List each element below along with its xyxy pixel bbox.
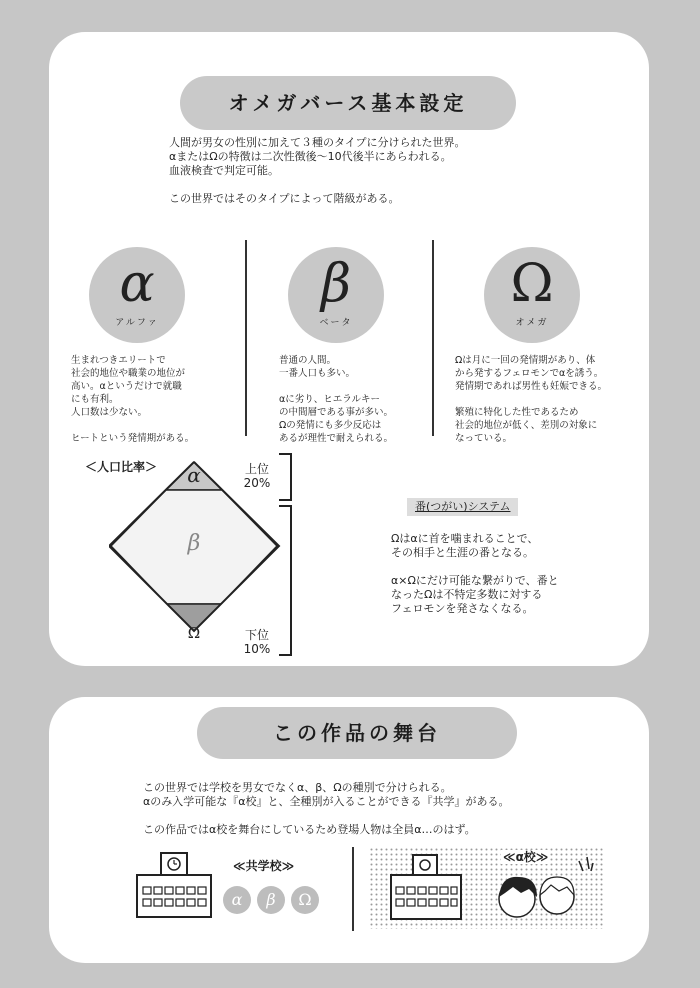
intro-text: 人間が男女の性別に加えて３種のタイプに分けられた世界。 αまたはΩの特徴は二次性徴後～10代後半にあらわれる。 血液検査で判定可能。 この世界ではそのタイプによって階級がある。 [169,136,466,205]
alpha-description: 生まれつきエリートで 社会的地位や職業の地位が 高い。αというだけで就職 にも有利。 人口数は少ない。 ヒートという発情期がある。 [71,355,195,444]
beta-description: 普通の人間。 一番人口も多い。 αに劣り、ヒエラルキー の中間層である事が多い。 Ωの発情にも多少反応は あるが理性で耐えられる。 [279,355,394,444]
beta-symbol: β [320,254,352,314]
beta-badge: β [257,886,285,914]
setting-stage-card [49,697,649,963]
section-title: この作品の舞台 [197,707,517,759]
omega-symbol: Ω [510,254,554,314]
coed-label: ≪共学校≫ [233,859,295,873]
alpha-symbol: α [119,254,155,314]
omega-name: オメガ [515,318,549,328]
ratio-beta: β [187,531,201,556]
column-divider [245,240,247,436]
column-divider [432,240,434,436]
stage-text: この世界では学校を男女でなくα、β、Ωの種別で分けられる。 αのみ入学可能な『α校』と、全種別が入ることができる『共学』がある。 この作品ではα校を舞台にしているため登場人物は全員α…のはず。 [143,781,510,836]
ratio-top-label: 上位 20% [243,462,271,490]
ratio-alpha: α [187,463,201,487]
beta-name: ベータ [319,318,353,328]
ratio-bottom-label: 下位 10% [243,628,271,656]
ratio-brackets [277,452,297,658]
settings-card [49,32,649,666]
bond-text: Ωはαに首を噛まれることで、 その相手と生涯の番となる。 α×Ωにだけ可能な繋がりで、番と なったΩは不特定多数に対する フェロモンを発さなくなる。 [391,532,559,615]
ratio-omega: Ω [187,624,201,642]
alpha-name: アルファ [115,318,159,328]
school-divider [352,847,354,931]
alpha-badge: α [223,886,251,914]
coed-school-icon [133,843,215,923]
alpha-school-panel [369,847,605,929]
omega-description: Ωは月に一回の発情期があり、体 から発するフェロモンでαを誘う。 発情期であれば男性も妊娠できる。 繁殖に特化した性であるため 社会的地位が低く、差別の対象に なっている。 [455,355,608,444]
alpha-circle [89,247,185,343]
beta-circle [288,247,384,343]
bond-title: 番(つがい)システム [407,498,518,516]
omega-badge: Ω [291,886,319,914]
omega-circle [484,247,580,343]
alpha-school-label: ≪α校≫ [503,850,549,864]
ratio-label: ＜人口比率＞ [85,460,158,474]
section-title: オメガバース基本設定 [180,76,516,130]
